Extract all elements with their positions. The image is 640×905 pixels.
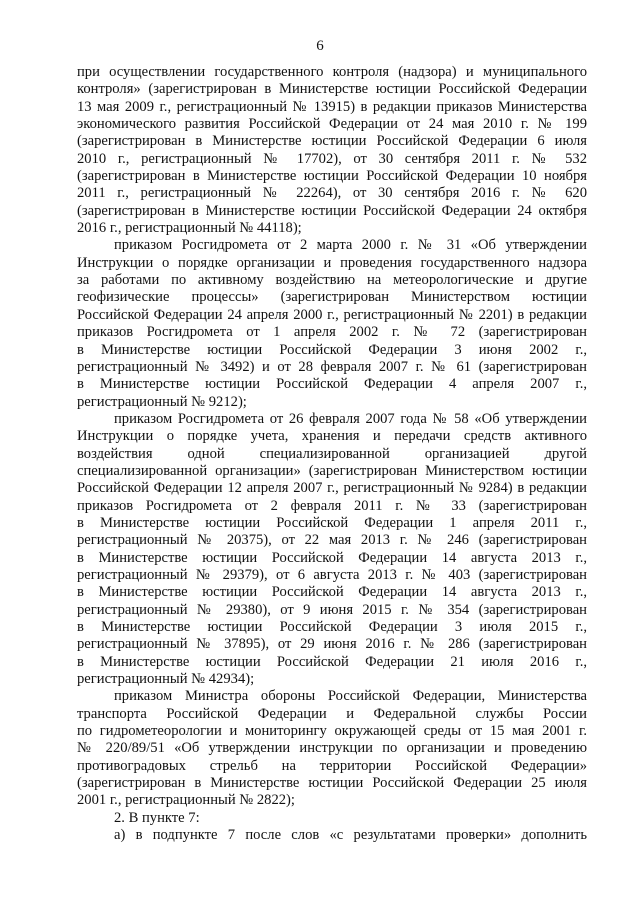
text-line: геофизические процессы» (зарегистрирован Министерством юстиции	[77, 289, 587, 306]
text-line: (зарегистрирован в Министерстве юстиции Российской Федерации 25 июля	[77, 775, 587, 792]
text-line: 2010 г., регистрационный № 17702), от 30 сентября 2011 г. № 532	[77, 150, 587, 167]
text-line: в Министерстве юстиции Российской Федерации 3 июня 2002 г.,	[77, 341, 587, 358]
document-body	[77, 64, 587, 844]
text-line: регистрационный № 9212);	[77, 393, 247, 410]
page-number: 6	[316, 38, 324, 54]
text-line: регистрационный № 29379), от 6 августа 2013 г. № 403 (зарегистрирован	[77, 566, 587, 583]
text-line: № 220/89/51 «Об утверждении инструкции по организации и проведению	[77, 740, 587, 757]
text-line: (зарегистрирован в Министерстве юстиции Российской Федерации 6 июля	[77, 133, 587, 150]
text-line: в Министерстве юстиции Российской Федерации 4 апреля 2007 г.,	[77, 376, 587, 393]
text-line: приказом Росгидромета от 26 февраля 2007 года № 58 «Об утверждении	[114, 410, 587, 427]
text-line: при осуществлении государственного контроля (надзора) и муниципального	[77, 64, 587, 80]
text-line: воздействия одной специализированной организацией другой	[77, 445, 587, 462]
text-line: (зарегистрирован в Министерстве юстиции Российской Федерации 10 ноября	[77, 168, 587, 185]
text-line: по гидрометеорологии и мониторингу окружающей среды от 15 мая 2001 г.	[77, 723, 587, 740]
text-line: 13 мая 2009 г., регистрационный № 13915) в редакции приказов Министерства	[77, 98, 587, 115]
text-line: контроля» (зарегистрирован в Министерстве юстиции Российской Федерации	[77, 81, 587, 98]
text-line: Инструкции о порядке организации и проведения государственного надзора	[77, 254, 587, 271]
text-line: (зарегистрирован в Министерстве юстиции Российской Федерации 24 октября	[77, 202, 587, 219]
text-line: в Министерстве юстиции Российской Федерации 3 июля 2015 г.,	[77, 619, 587, 635]
text-line: регистрационный № 42934);	[77, 671, 255, 688]
text-line: противоградовых стрельб на территории Российской Федерации»	[77, 757, 587, 774]
text-line: в Министерстве юстиции Российской Федерации 1 апреля 2011 г.,	[77, 514, 587, 531]
text-line: регистрационный № 37895), от 29 июня 2016 г. № 286 (зарегистрирован	[77, 636, 587, 653]
text-line: Инструкции о порядке учета, хранения и передачи средств активного	[77, 428, 587, 445]
text-line: приказом Министра обороны Российской Федерации, Министерства	[114, 688, 587, 705]
text-line: приказом Росгидромета от 2 марта 2000 г. № 31 «Об утверждении	[114, 237, 587, 254]
text-line: Российской Федерации 12 апреля 2007 г., регистрационный № 9284) в редакции	[77, 480, 587, 497]
text-line: приказов Росгидромета от 2 февраля 2011 г. № 33 (зарегистрирован	[77, 497, 587, 514]
text-line: регистрационный № 20375), от 22 мая 2013 г. № 246 (зарегистрирован	[77, 532, 587, 549]
text-line: специализированной организации» (зарегистрирован Министерством юстиции	[77, 462, 587, 479]
text-line: 2001 г., регистрационный № 2822);	[77, 792, 295, 809]
text-line: а) в подпункте 7 после слов «с результатами проверки» дополнить	[114, 827, 587, 844]
text-line: транспорта Российской Федерации и Федеральной службы России	[77, 705, 587, 722]
text-line: в Министерстве юстиции Российской Федерации 14 августа 2013 г.,	[77, 549, 587, 566]
text-line: экономического развития Российской Федерации от 24 мая 2010 г. № 199	[77, 116, 587, 133]
text-line: 2. В пункте 7:	[114, 809, 200, 826]
text-line: в Министерстве юстиции Российской Федерации 14 августа 2013 г.,	[77, 584, 587, 601]
text-line: в Министерстве юстиции Российской Федерации 21 июля 2016 г.,	[77, 653, 587, 670]
text-line: Российской Федерации 24 апреля 2000 г., регистрационный № 2201) в редакции	[77, 306, 587, 323]
text-line: 2011 г., регистрационный № 22264), от 30 сентября 2016 г. № 620	[77, 185, 587, 202]
text-line: приказов Росгидромета от 1 апреля 2002 г. № 72 (зарегистрирован	[77, 324, 587, 341]
text-line: 2016 г., регистрационный № 44118);	[77, 220, 302, 237]
text-line: за работами по активному воздействию на метеорологические и другие	[77, 272, 587, 289]
text-line: регистрационный № 3492) и от 28 февраля 2007 г. № 61 (зарегистрирован	[77, 358, 587, 375]
text-line: регистрационный № 29380), от 9 июня 2015 г. № 354 (зарегистрирован	[77, 601, 587, 618]
